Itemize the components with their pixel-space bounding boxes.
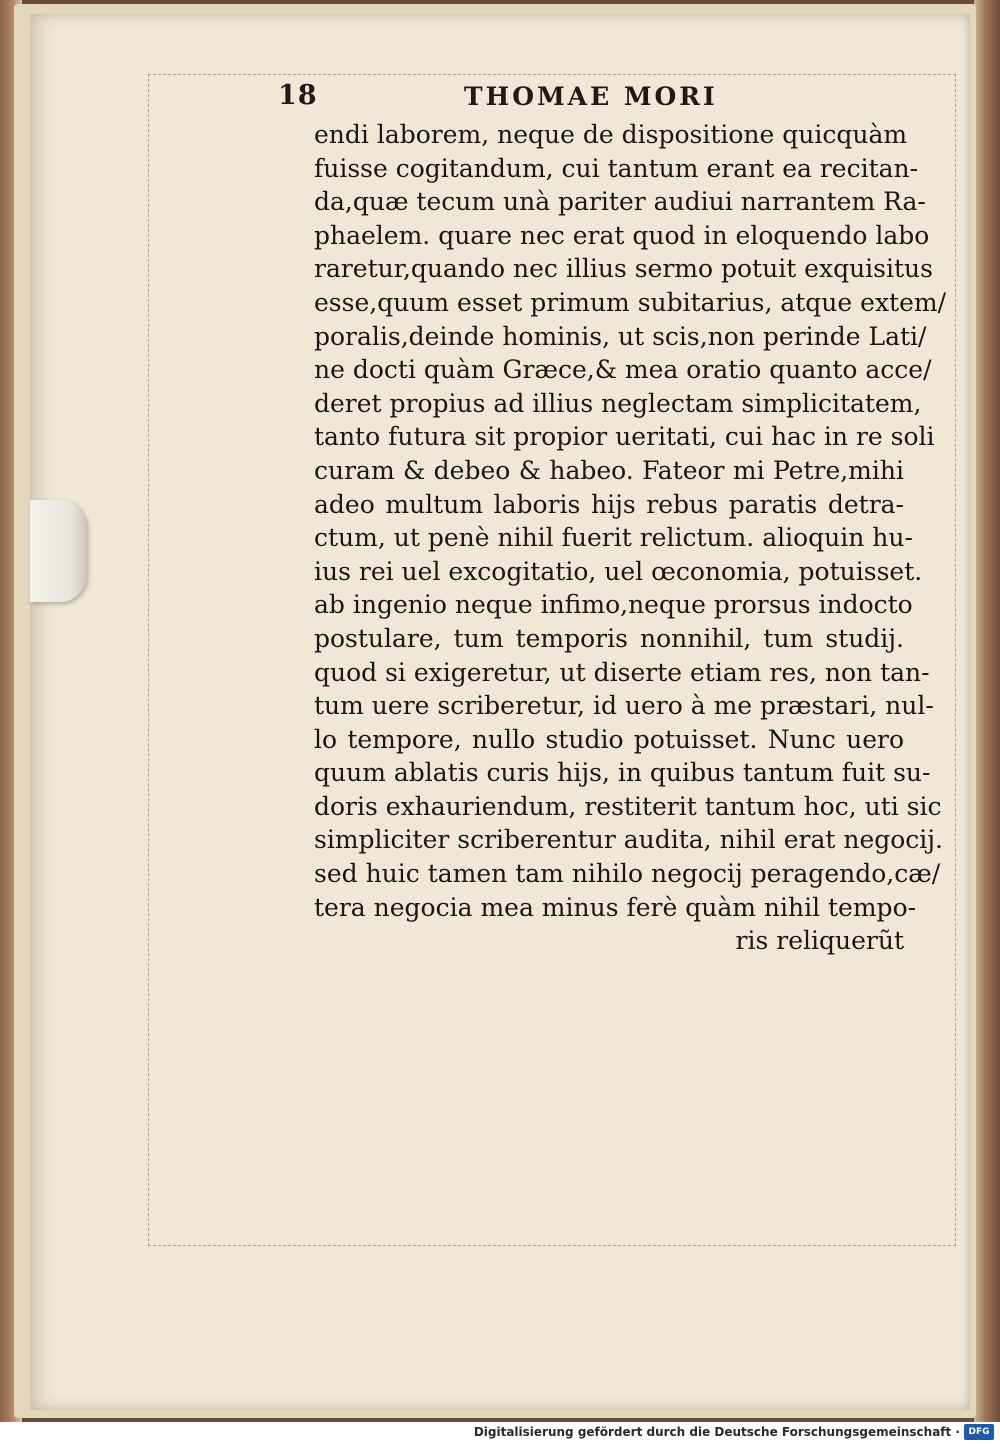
- text-line: deret propius ad illius neglectam simplicitatem,: [314, 388, 922, 418]
- text-line: sed huic tamen tam nihilo negocij peragendo,cæ/: [314, 859, 941, 889]
- text-line: tanto futura sit propior ueritati, cui hac in re soli: [314, 422, 935, 452]
- text-line: ab ingenio neque infimo,neque prorsus indocto: [314, 590, 913, 620]
- footer-bar: [0, 1422, 1000, 1444]
- body-text: [314, 118, 947, 958]
- text-line: endi laborem, neque de dispositione quicquàm: [314, 120, 908, 149]
- text-line: curam & debeo & habeo. Fateor mi Petre,mihi: [314, 455, 904, 485]
- text-line: poralis,deinde hominis, ut scis,non perinde Lati/: [314, 321, 927, 351]
- catchword: ris reliquerũt: [735, 926, 904, 956]
- text-line: simpliciter scriberentur audita, nihil erat negocij.: [314, 825, 944, 855]
- text-line: ne docti quàm Græce,& mea oratio quanto acce/: [314, 355, 932, 385]
- text-line: phaelem. quare nec erat quod in eloquendo labo: [314, 220, 930, 250]
- folio-number: 18: [278, 80, 318, 111]
- text-line: lo tempore, nullo studio potuisset. Nunc uero: [314, 724, 904, 754]
- text-line: tum uere scriberetur, id uero à me præstari, nul-: [314, 691, 934, 721]
- text-line: doris exhauriendum, restiterit tantum hoc, uti sic: [314, 791, 942, 821]
- page-header: [278, 80, 938, 116]
- running-head: THOMAE MORI: [464, 82, 718, 111]
- text-line: ius rei uel excogitatio, uel œconomia, potuisset.: [314, 556, 923, 586]
- text-line: ctum, ut penè nihil fuerit relictum. alioquin hu-: [314, 523, 913, 553]
- text-line: quod si exigeretur, ut diserte etiam res, non tan-: [314, 657, 930, 687]
- footer-credit: Digitalisierung gefördert durch die Deutsche Forschungsgemeinschaft ·: [473, 1425, 960, 1439]
- text-line: da,quæ tecum unà pariter audiui narrantem Ra-: [314, 187, 926, 217]
- text-line: adeo multum laboris hijs rebus paratis detra-: [314, 489, 904, 519]
- book-cover-right-edge: [974, 0, 1000, 1422]
- text-line: postulare, tum temporis nonnihil, tum studij.: [314, 623, 904, 653]
- text-line: raretur,quando nec illius sermo potuit exquisitus: [314, 254, 933, 284]
- text-line: fuisse cogitandum, cui tantum erant ea recitan-: [314, 153, 919, 183]
- page-clip: [30, 500, 86, 602]
- text-line: quum ablatis curis hijs, in quibus tantum fuit su-: [314, 758, 931, 788]
- text-line: esse,quum esset primum subitarius, atque extem/: [314, 287, 947, 317]
- dfg-logo: DFG: [964, 1424, 994, 1440]
- text-line: tera negocia mea minus ferè quàm nihil tempo-: [314, 892, 917, 922]
